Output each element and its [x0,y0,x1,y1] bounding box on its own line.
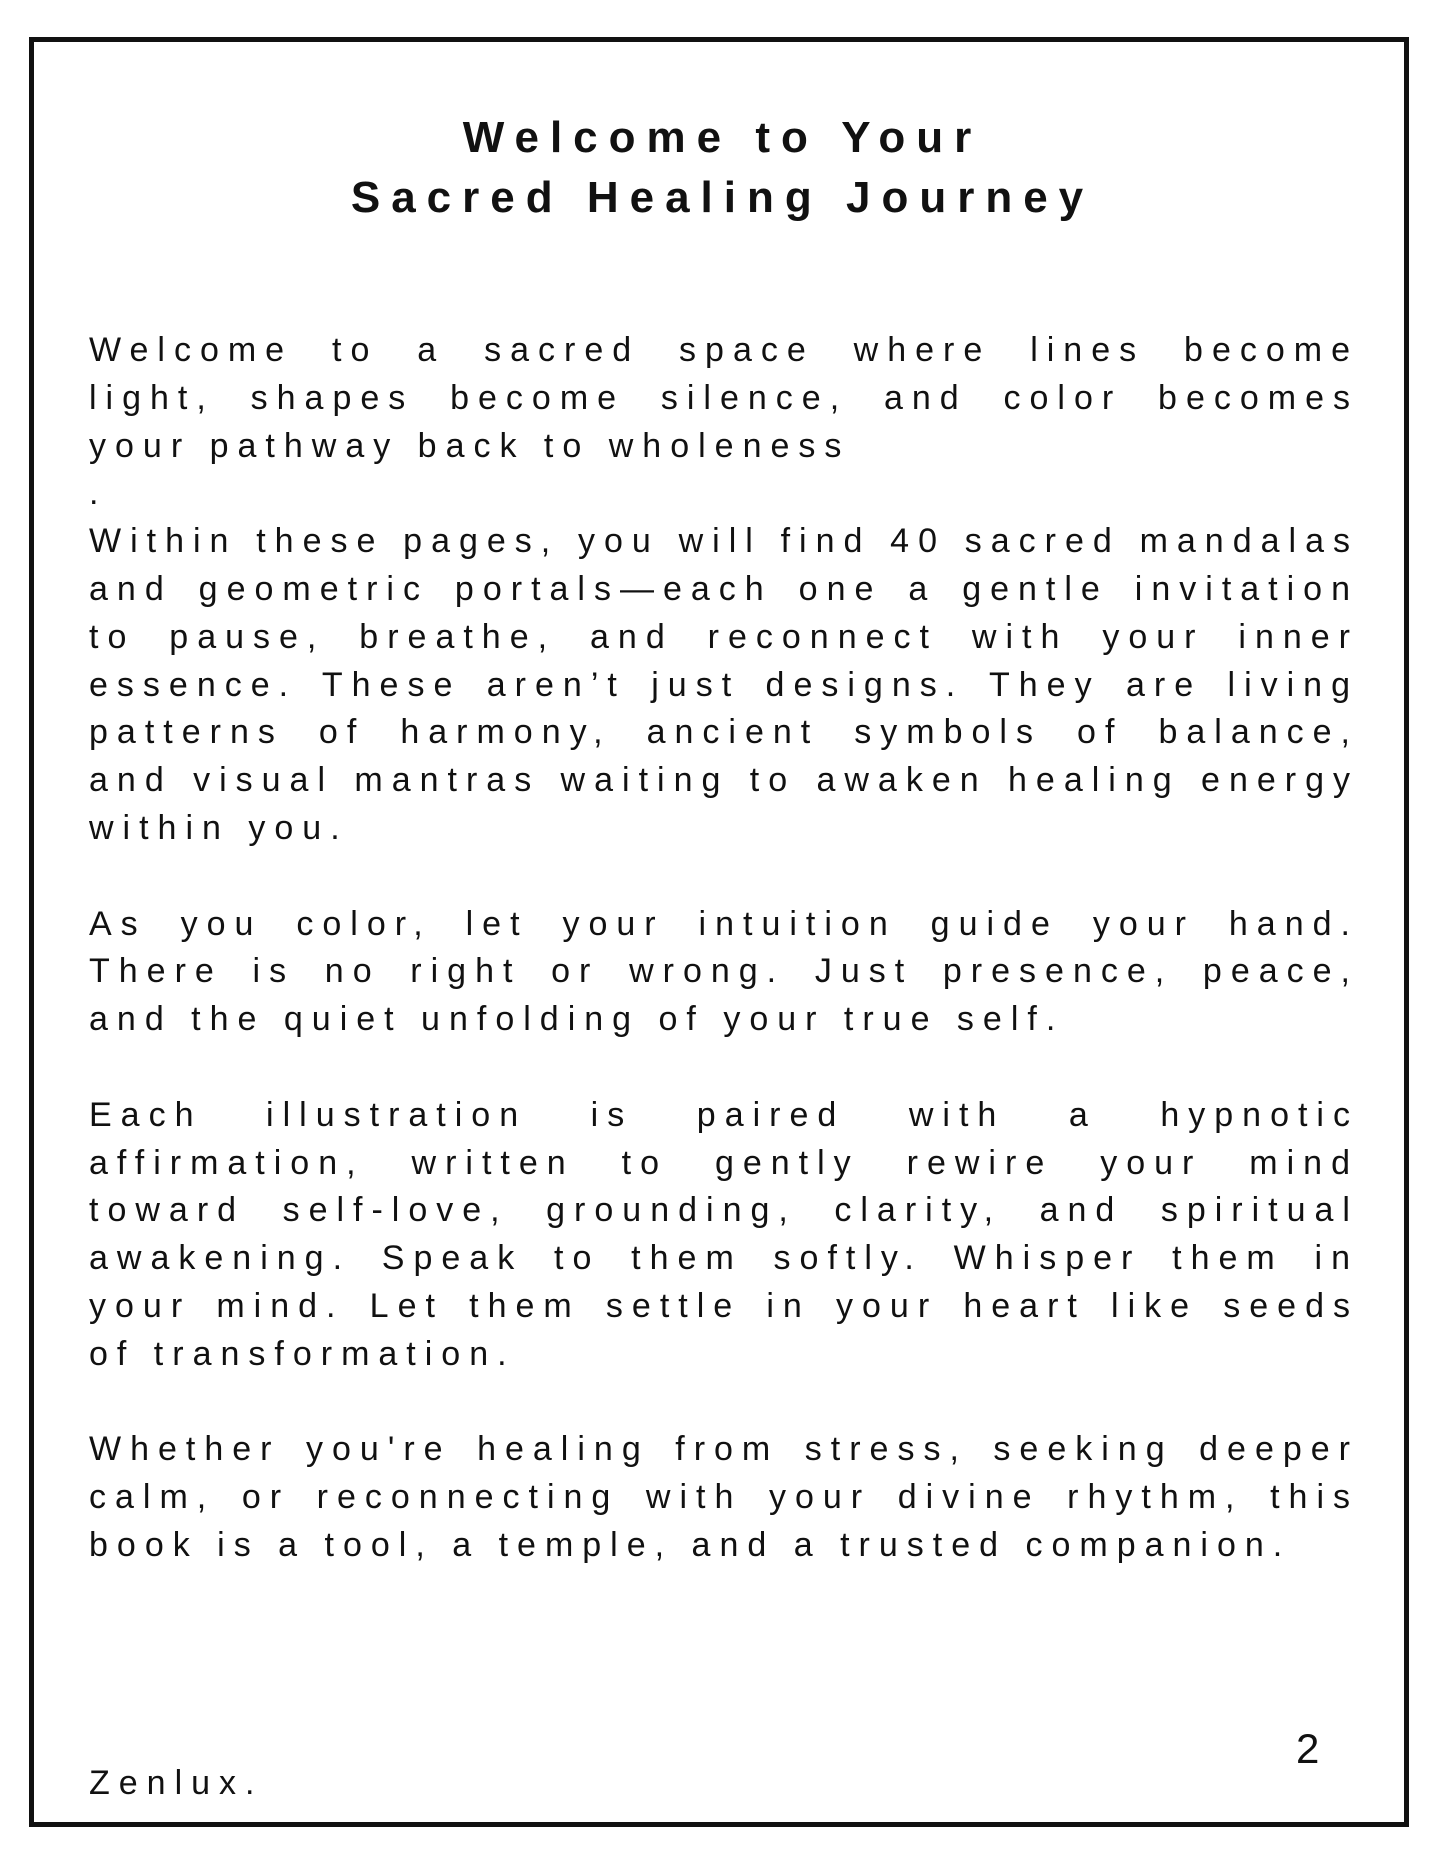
paragraph-within-pages: Within these pages, you will find 40 sacred mandalas and geometric portals—each one a gentle invitation to pause, breathe, and reconnect with your inner essence. These aren’t just designs. They are living patterns of harmony, ancient symbols of balance, and visual mantras waiting to awaken healing energy within you. [89,522,1359,847]
paragraph-spacer [89,1044,1359,1092]
paragraph-each-illustration: Each illustration is paired with a hypnotic affirmation, written to gently rewire your mind toward self-love, grounding, clarity, and spiritual awakening. Speak to them softly. Whisper them in your mind. Let them settle in your heart like seeds of transformation. [89,1095,1359,1373]
paragraph-whether: Whether you're healing from stress, seeking deeper calm, or reconnecting with your divine rhythm, this book is a tool, a temple, and a trusted companion. [89,1430,1359,1564]
paragraph-spacer [89,1379,1359,1427]
title-line-1: Welcome to Your [462,113,983,162]
paragraph-intro: Welcome to a sacred space where lines become light, shapes become silence, and color becomes your pathway back to wholeness [89,331,1359,465]
signature: Zenlux. [89,1764,264,1802]
page-number: 2 [1296,1725,1320,1772]
paragraph-spacer [89,853,1359,901]
paragraph-intro-period: . [89,474,108,513]
body-text [89,327,1359,1570]
title-line-2: Sacred Healing Journey [350,173,1095,222]
page-title [0,108,1445,228]
paragraph-as-you-color: As you color, let your intuition guide your hand. There is no right or wrong. Just presence, peace, and the quiet unfolding of your true self. [89,904,1359,1039]
